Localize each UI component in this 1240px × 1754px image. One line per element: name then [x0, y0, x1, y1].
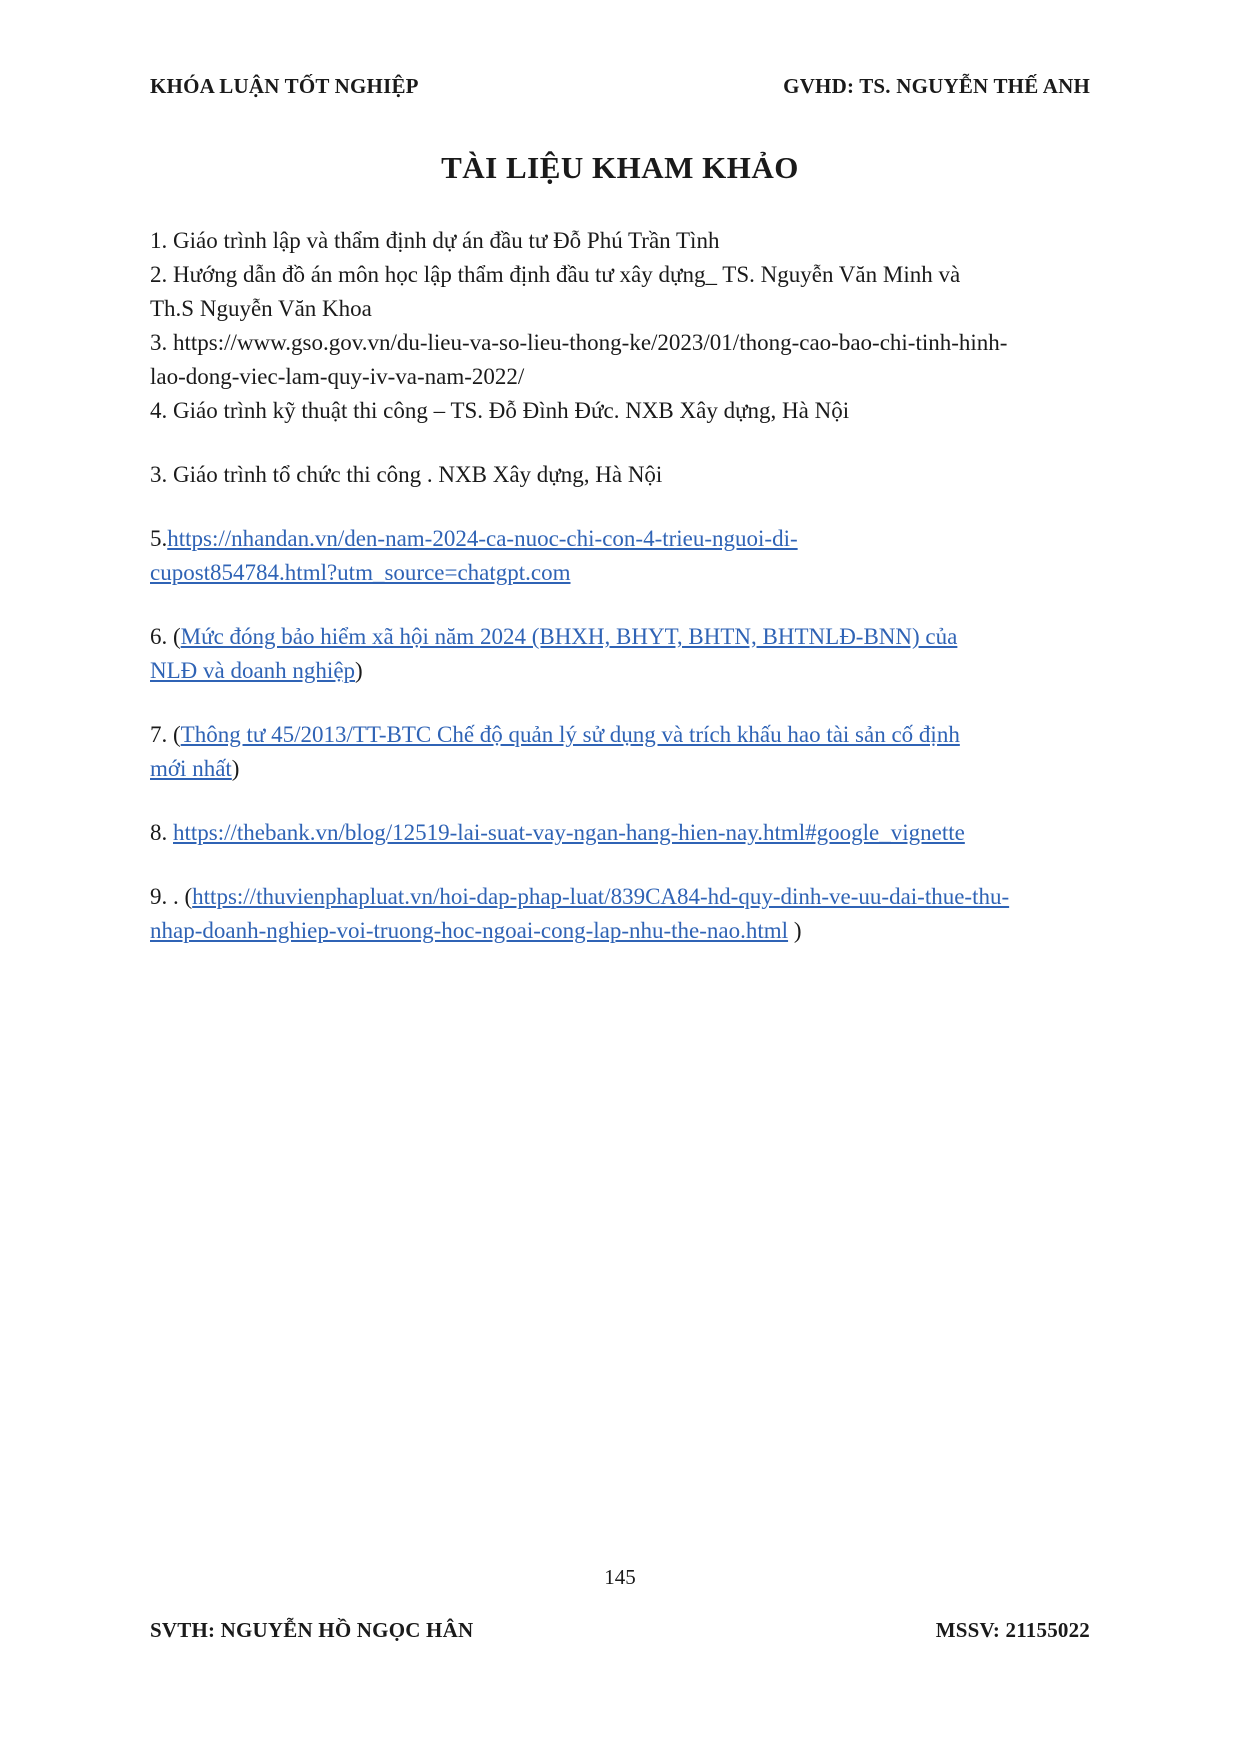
reference-item-3: [150, 326, 1100, 394]
footer-student-id: MSSV: 21155022: [935, 1618, 1090, 1642]
reference-text: 2. Hướng dẫn đồ án môn học lập thẩm định đầu tư xây dựng_ TS. Nguyễn Văn Minh và: [150, 262, 961, 287]
reference-link-bhxh[interactable]: Mức đóng bảo hiểm xã hội năm 2024 (BHXH, BHYT, BHTN, BHTNLĐ-BNN) của NLĐ và doanh nghiệp: [150, 624, 958, 683]
page-title: TÀI LIỆU KHAM KHẢO: [441, 150, 799, 185]
reference-item-4: [150, 394, 1100, 428]
reference-suffix: ): [231, 756, 240, 781]
reference-item-3b: [150, 458, 1100, 492]
footer-student-label: SVTH: NGUYỄN HỒ NGỌC HÂN: [150, 1618, 474, 1642]
reference-prefix: 8.: [150, 820, 173, 845]
header-thesis-label: KHÓA LUẬN TỐT NGHIỆP: [150, 74, 419, 98]
reference-suffix: ): [788, 918, 802, 943]
reference-text: lao-dong-viec-lam-quy-iv-va-nam-2022/: [150, 364, 525, 389]
page-number: 145: [604, 1565, 636, 1589]
page-footer: [150, 1618, 1090, 1643]
reference-item-8: [150, 816, 1100, 850]
header-advisor-label: GVHD: TS. NGUYỄN THẾ ANH: [783, 74, 1090, 98]
reference-item-1: [150, 224, 1100, 258]
reference-prefix: 7. (: [150, 722, 181, 747]
page-header: [150, 74, 1090, 99]
reference-item-9: [150, 880, 1100, 948]
reference-prefix: 6. (: [150, 624, 181, 649]
reference-item-7: [150, 718, 1100, 786]
reference-text: Th.S Nguyễn Văn Khoa: [150, 296, 372, 321]
reference-list: [150, 224, 1100, 948]
reference-item-5: [150, 522, 1100, 590]
reference-text: 4. Giáo trình kỹ thuật thi công – TS. Đỗ Đình Đức. NXB Xây dựng, Hà Nội: [150, 398, 850, 423]
reference-text: 1. Giáo trình lập và thẩm định dự án đầu tư Đỗ Phú Trần Tình: [150, 228, 720, 253]
reference-item-6: [150, 620, 1100, 688]
reference-text: 3. https://www.gso.gov.vn/du-lieu-va-so-lieu-thong-ke/2023/01/thong-cao-bao-chi-tinh-hinh-: [150, 330, 1008, 355]
reference-link-thong-tu[interactable]: Thông tư 45/2013/TT-BTC Chế độ quản lý sử dụng và trích khấu hao tài sản cố định mới nhất: [150, 722, 960, 781]
reference-link-thuvienphapluat[interactable]: https://thuvienphapluat.vn/hoi-dap-phap-luat/839CA84-hd-quy-dinh-ve-uu-dai-thue-thu- nhap-doanh-nghiep-voi-truong-hoc-ngoai-cong-lap-nhu-the-nao.html: [150, 884, 1010, 943]
reference-item-2: [150, 258, 1100, 326]
reference-suffix: ): [355, 658, 363, 683]
reference-text: 3. Giáo trình tổ chức thi công . NXB Xây dựng, Hà Nội: [150, 462, 663, 487]
reference-prefix: 9. . (: [150, 884, 193, 909]
reference-prefix: 5.: [150, 526, 168, 551]
reference-link-thebank[interactable]: https://thebank.vn/blog/12519-lai-suat-vay-ngan-hang-hien-nay.html#google_vignette: [173, 820, 965, 845]
reference-link-nhandan[interactable]: https://nhandan.vn/den-nam-2024-ca-nuoc-chi-con-4-trieu-nguoi-di- cupost854784.html?utm_source=chatgpt.com: [150, 526, 798, 585]
